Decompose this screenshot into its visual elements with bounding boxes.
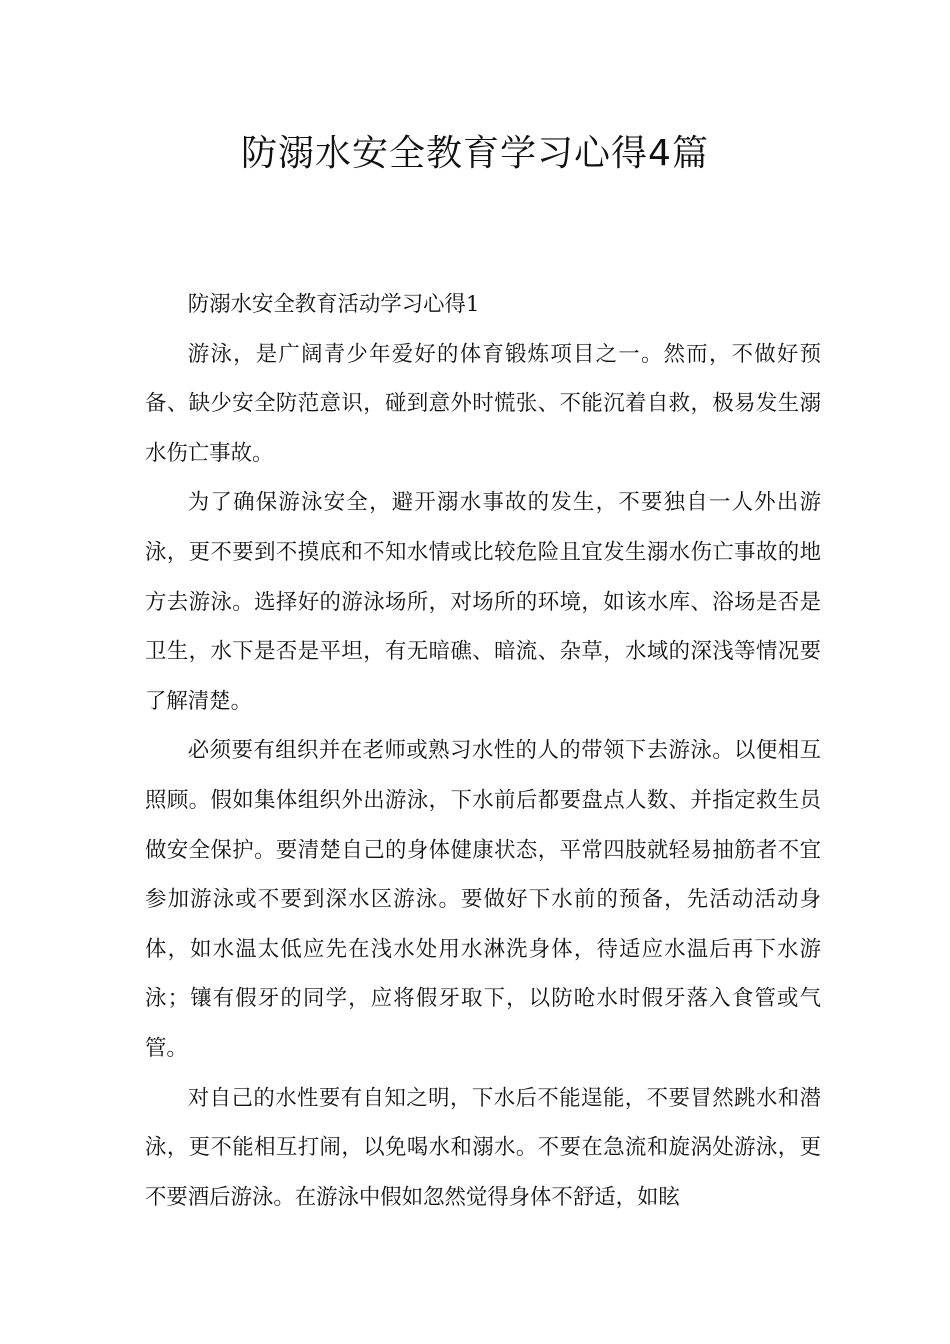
paragraph-1: 游泳，是广阔青少年爱好的体育锻炼项目之一。然而，不做好预备、缺少安全防范意识，碰到意外时慌张、不能沉着自救，极易发生溺水伤亡事故。	[145, 341, 821, 466]
document-title: 防溺水安全教育学习心得4篇	[241, 133, 709, 174]
document-body	[145, 280, 821, 1222]
paragraph-2: 为了确保游泳安全，避开溺水事故的发生，不要独自一人外出游泳，更不要到不摸底和不知水情或比较危险且宜发生溺水伤亡事故的地方去游泳。选择好的游泳场所，对场所的环境，如该水库、浴场是否是卫生，水下是否是平坦，有无暗礁、暗流、杂草，水域的深浅等情况要了解清楚。	[145, 490, 821, 714]
section-subheading: 防溺水安全教育活动学习心得1	[187, 292, 480, 317]
paragraph-3: 必须要有组织并在老师或熟习水性的人的带领下去游泳。以便相互照顾。假如集体组织外出游泳，下水前后都要盘点人数、并指定救生员做安全保护。要清楚自己的身体健康状态，平常四肢就轻易抽筋者不宜参加游泳或不要到深水区游泳。要做好下水前的预备，先活动活动身体，如水温太低应先在浅水处用水淋洗身体，待适应水温后再下水游泳；镶有假牙的同学，应将假牙取下，以防呛水时假牙落入食管或气管。	[145, 738, 821, 1061]
paragraph-4: 对自己的水性要有自知之明，下水后不能逞能，不要冒然跳水和潜泳，更不能相互打闹，以免喝水和溺水。不要在急流和旋涡处游泳，更不要酒后游泳。在游泳中假如忽然觉得身体不舒适，如眩	[145, 1085, 821, 1210]
